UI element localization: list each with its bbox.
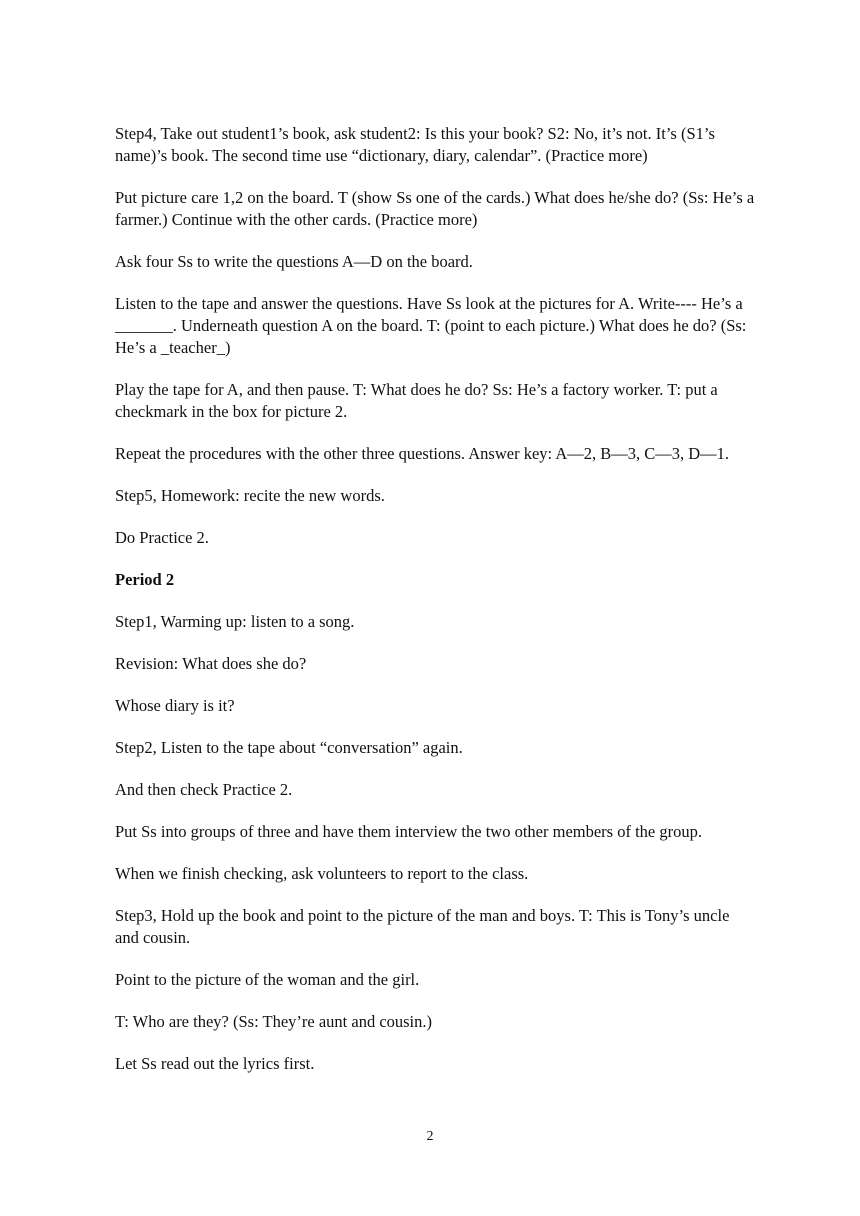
paragraph-step2: Step2, Listen to the tape about “conversation” again. (115, 738, 463, 757)
paragraph-groups: Put Ss into groups of three and have them interview the two other members of the group. (115, 822, 702, 841)
paragraph-write-questions: Ask four Ss to write the questions A—D on the board. (115, 252, 473, 271)
paragraph-revision: Revision: What does she do? (115, 654, 307, 673)
paragraph-check-practice: And then check Practice 2. (115, 780, 293, 799)
paragraph-play-tape: Play the tape for A, and then pause. T: What does he do? Ss: He’s a factory worker. T: put a checkmark in the box for picture 2. (115, 380, 718, 421)
paragraph-lyrics: Let Ss read out the lyrics first. (115, 1054, 315, 1073)
page-number: 2 (426, 1129, 434, 1144)
paragraph-who-are-they: T: Who are they? (Ss: They’re aunt and cousin.) (115, 1012, 433, 1031)
paragraph-listen-tape: Listen to the tape and answer the questions. Have Ss look at the pictures for A. Write---- He’s a _______. Underneath question A on the board. T: (point to each picture.) What does he do? (Ss: He’s a _teacher_) (115, 294, 747, 357)
paragraph-step3: Step3, Hold up the book and point to the picture of the man and boys. T: This is Tony’s uncle and cousin. (115, 906, 730, 947)
paragraph-picture-cards: Put picture care 1,2 on the board. T (show Ss one of the cards.) What does he/she do? (Ss: He’s a farmer.) Continue with the other cards. (Practice more) (115, 188, 755, 229)
paragraph-do-practice: Do Practice 2. (115, 528, 209, 547)
page-content (115, 123, 755, 1095)
paragraph-step5: Step5, Homework: recite the new words. (115, 486, 385, 505)
paragraph-answer-key: Repeat the procedures with the other three questions. Answer key: A—2, B—3, C—3, D—1. (115, 444, 730, 463)
section-heading-period-2: Period 2 (115, 570, 175, 589)
paragraph-step4: Step4, Take out student1’s book, ask student2: Is this your book? S2: No, it’s not. It’s (S1’s name)’s book. The second time use “dictionary, diary, calendar”. (Practice more) (115, 124, 715, 165)
paragraph-step1: Step1, Warming up: listen to a song. (115, 612, 355, 631)
paragraph-whose-diary: Whose diary is it? (115, 696, 235, 715)
paragraph-woman-girl: Point to the picture of the woman and the girl. (115, 970, 420, 989)
paragraph-volunteers: When we finish checking, ask volunteers to report to the class. (115, 864, 529, 883)
